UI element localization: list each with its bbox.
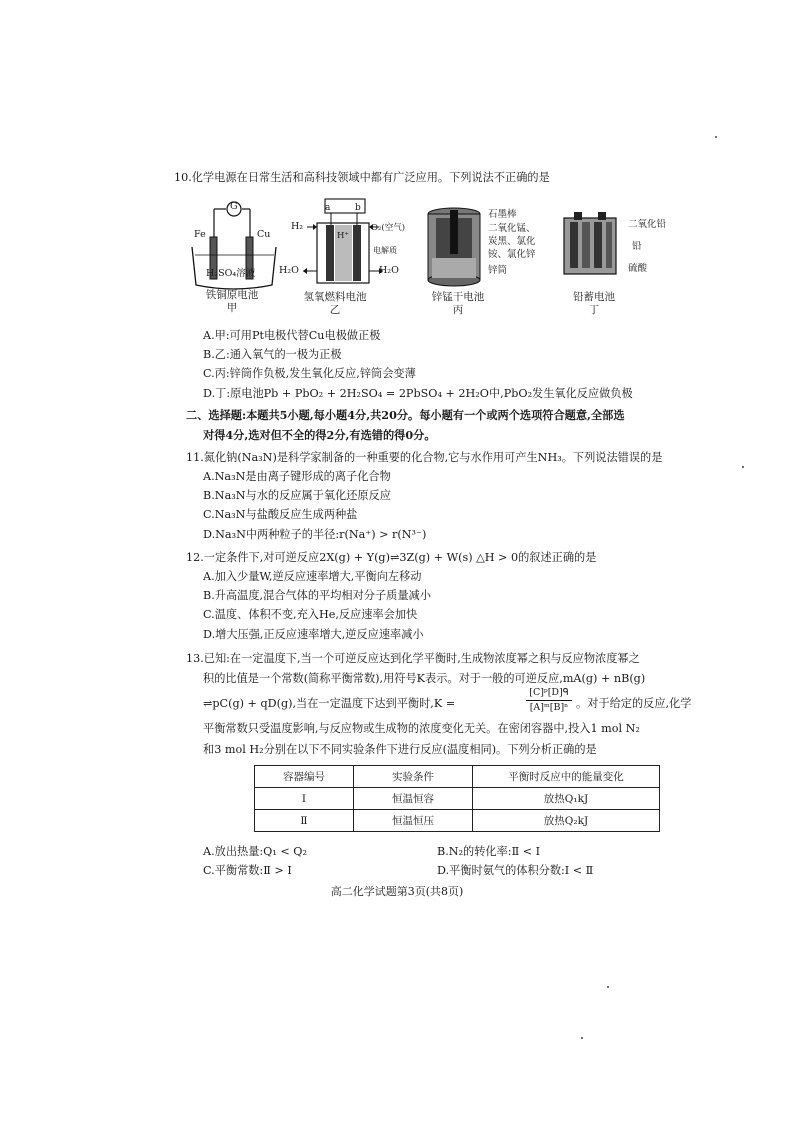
- cu-label: Cu: [257, 229, 271, 240]
- q11-option-b: B.Na₃N与水的反应属于氧化还原反应: [203, 489, 391, 502]
- q13-line2: 积的比值是一个常数(简称平衡常数),用符号K表示。对于一般的可逆反应,mA(g) + nB(g): [203, 672, 646, 685]
- q11-option-c: C.Na₃N与盐酸反应生成两种盐: [203, 508, 358, 521]
- q11-stem: 11.氮化钠(Na₃N)是科学家制备的一种重要的化合物,它与水作用可产生NH₃。下列说法错误的是: [186, 451, 663, 464]
- table-cell: Ⅱ: [255, 810, 354, 832]
- fe-label: Fe: [194, 229, 206, 240]
- q13-line3b: 。对于给定的反应,化学: [576, 697, 692, 710]
- electrode-b-label: b: [355, 203, 361, 213]
- figure-ding-label: 丁: [588, 304, 600, 316]
- q12-option-d: D.增大压强,正反应速率增大,逆反应速率减小: [203, 628, 424, 641]
- q13-option-b: B.N₂的转化率:Ⅱ < Ⅰ: [437, 845, 541, 858]
- table-header: 实验条件: [354, 766, 473, 788]
- q10-option-a: A.甲:可用Pt电极代替Cu电极做正极: [203, 329, 381, 342]
- q13-line3a: ⇌pC(g) + qD(g),当在一定温度下达到平衡时,K =: [203, 697, 456, 710]
- figure-yi-caption: 氢氧燃料电池: [303, 291, 367, 303]
- table-header: 容器编号: [255, 766, 354, 788]
- mno2-label: 二氧化锰、: [488, 223, 536, 234]
- figure-ding: [560, 212, 680, 286]
- table-row: [255, 788, 660, 810]
- fraction-bar: [526, 700, 572, 701]
- fraction-numerator: [C]ᵖ[D]ᑫ: [529, 687, 569, 698]
- q13-option-a: A.放出热量:Q₁ < Q₂: [203, 845, 307, 858]
- electrolyte-label: 电解质: [373, 246, 397, 255]
- q10-option-d: D.丁:原电池Pb + PbO₂ + 2H₂SO₄ = 2PbSO₄ + 2H₂O中,PbO₂发生氧化反应做负极: [203, 387, 633, 400]
- galvanometer-label: G: [230, 201, 238, 212]
- figure-bing-caption: 锌锰干电池: [431, 291, 485, 303]
- q12-option-a: A.加入少量W,逆反应速率增大,平衡向左移动: [203, 570, 422, 583]
- scan-speck: [715, 136, 717, 138]
- electrode-a-label: a: [325, 203, 331, 213]
- table-cell: 放热Q₁kJ: [473, 788, 660, 810]
- table-header: 平衡时反应中的能量变化: [473, 766, 660, 788]
- table-cell: 恒温恒压: [354, 810, 473, 832]
- graphite-rod-label: 石墨棒: [488, 209, 517, 220]
- q12-option-b: B.升高温度,混合气体的平均相对分子质量减小: [203, 589, 431, 602]
- figure-bing: [424, 206, 542, 288]
- scan-speck: [607, 986, 609, 988]
- fraction-denominator: [A]ᵐ[B]ⁿ: [529, 702, 569, 713]
- lead-label: 铅: [632, 241, 642, 252]
- h2o-left-label: H₂O: [279, 265, 299, 276]
- table-cell: 放热Q₂kJ: [473, 810, 660, 832]
- table-header-row: [255, 766, 660, 788]
- figure-bing-label: 丙: [452, 304, 464, 316]
- q10-option-b: B.乙:通入氧气的一极为正极: [203, 348, 342, 361]
- figure-jia-label: 甲: [226, 302, 238, 314]
- equilibrium-fraction: [524, 687, 574, 717]
- q13-line1: 13.已知:在一定温度下,当一个可逆反应达到化学平衡时,生成物浓度幂之积与反应物浓度幂之: [186, 652, 640, 665]
- figure-jia-caption: 铁铜原电池: [205, 289, 259, 301]
- figure-yi: [279, 195, 406, 287]
- h2o-right-label: H₂O: [379, 265, 399, 276]
- scan-speck: [742, 466, 744, 468]
- carbon-black-label: 炭黑、氯化: [488, 236, 536, 247]
- q13-option-d: D.平衡时氨气的体积分数:Ⅰ < Ⅱ: [437, 864, 594, 877]
- q13-line4: 平衡常数只受温度影响,与反应物或生成物的浓度变化无关。在密闭容器中,投入1 mol N₂: [203, 722, 640, 735]
- scan-speck: [581, 1037, 583, 1039]
- q10-stem: 10.化学电源在日常生活和高科技领域中都有广泛应用。下列说法不正确的是: [174, 171, 550, 184]
- figure-yi-label: 乙: [329, 304, 341, 316]
- page-footer: 高二化学试题第3页(共8页): [330, 885, 464, 898]
- table-cell: Ⅰ: [255, 788, 354, 810]
- q11-option-d: D.Na₃N中两种粒子的半径:r(Na⁺) > r(N³⁻): [203, 528, 427, 541]
- q12-stem: 12.一定条件下,对可逆反应2X(g) + Y(g)⇌3Z(g) + W(s) △H > 0的叙述正确的是: [186, 551, 597, 564]
- sulfuric-acid-label: 硫酸: [628, 263, 648, 274]
- q11-option-a: A.Na₃N是由离子键形成的离子化合物: [203, 470, 391, 483]
- section2-line1: 二、选择题:本题共5小题,每小题4分,共20分。每小题有一个或两个选项符合题意,全部选: [186, 408, 625, 422]
- table-cell: 恒温恒容: [354, 788, 473, 810]
- h2-label: H₂: [291, 221, 304, 232]
- section2-line2: 对得4分,选对但不全的得2分,有选错的得0分。: [203, 428, 436, 442]
- ammonium-label: 铵、氯化锌: [488, 249, 536, 260]
- q13-line5: 和3 mol H₂分别在以下不同实验条件下进行反应(温度相同)。下列分析正确的是: [203, 743, 597, 756]
- figure-ding-caption: 铅蓄电池: [573, 291, 615, 303]
- lead-battery-diagram: [560, 212, 620, 278]
- hplus-label: H⁺: [337, 231, 349, 241]
- table-row: [255, 810, 660, 832]
- q13-option-c: C.平衡常数:Ⅱ > Ⅰ: [203, 864, 292, 877]
- q12-option-c: C.温度、体积不变,充入He,反应速率会加快: [203, 608, 418, 621]
- pbo2-label: 二氧化铅: [628, 219, 667, 230]
- solution-label: H₂SO₄溶液: [206, 268, 256, 279]
- o2-label: O₂(空气): [371, 223, 406, 233]
- zinc-can-label: 锌筒: [488, 265, 508, 276]
- q13-table: [254, 765, 660, 832]
- q10-option-c: C.丙:锌筒作负极,发生氧化反应,锌筒会变薄: [203, 367, 416, 380]
- dry-cell-diagram: [424, 206, 484, 288]
